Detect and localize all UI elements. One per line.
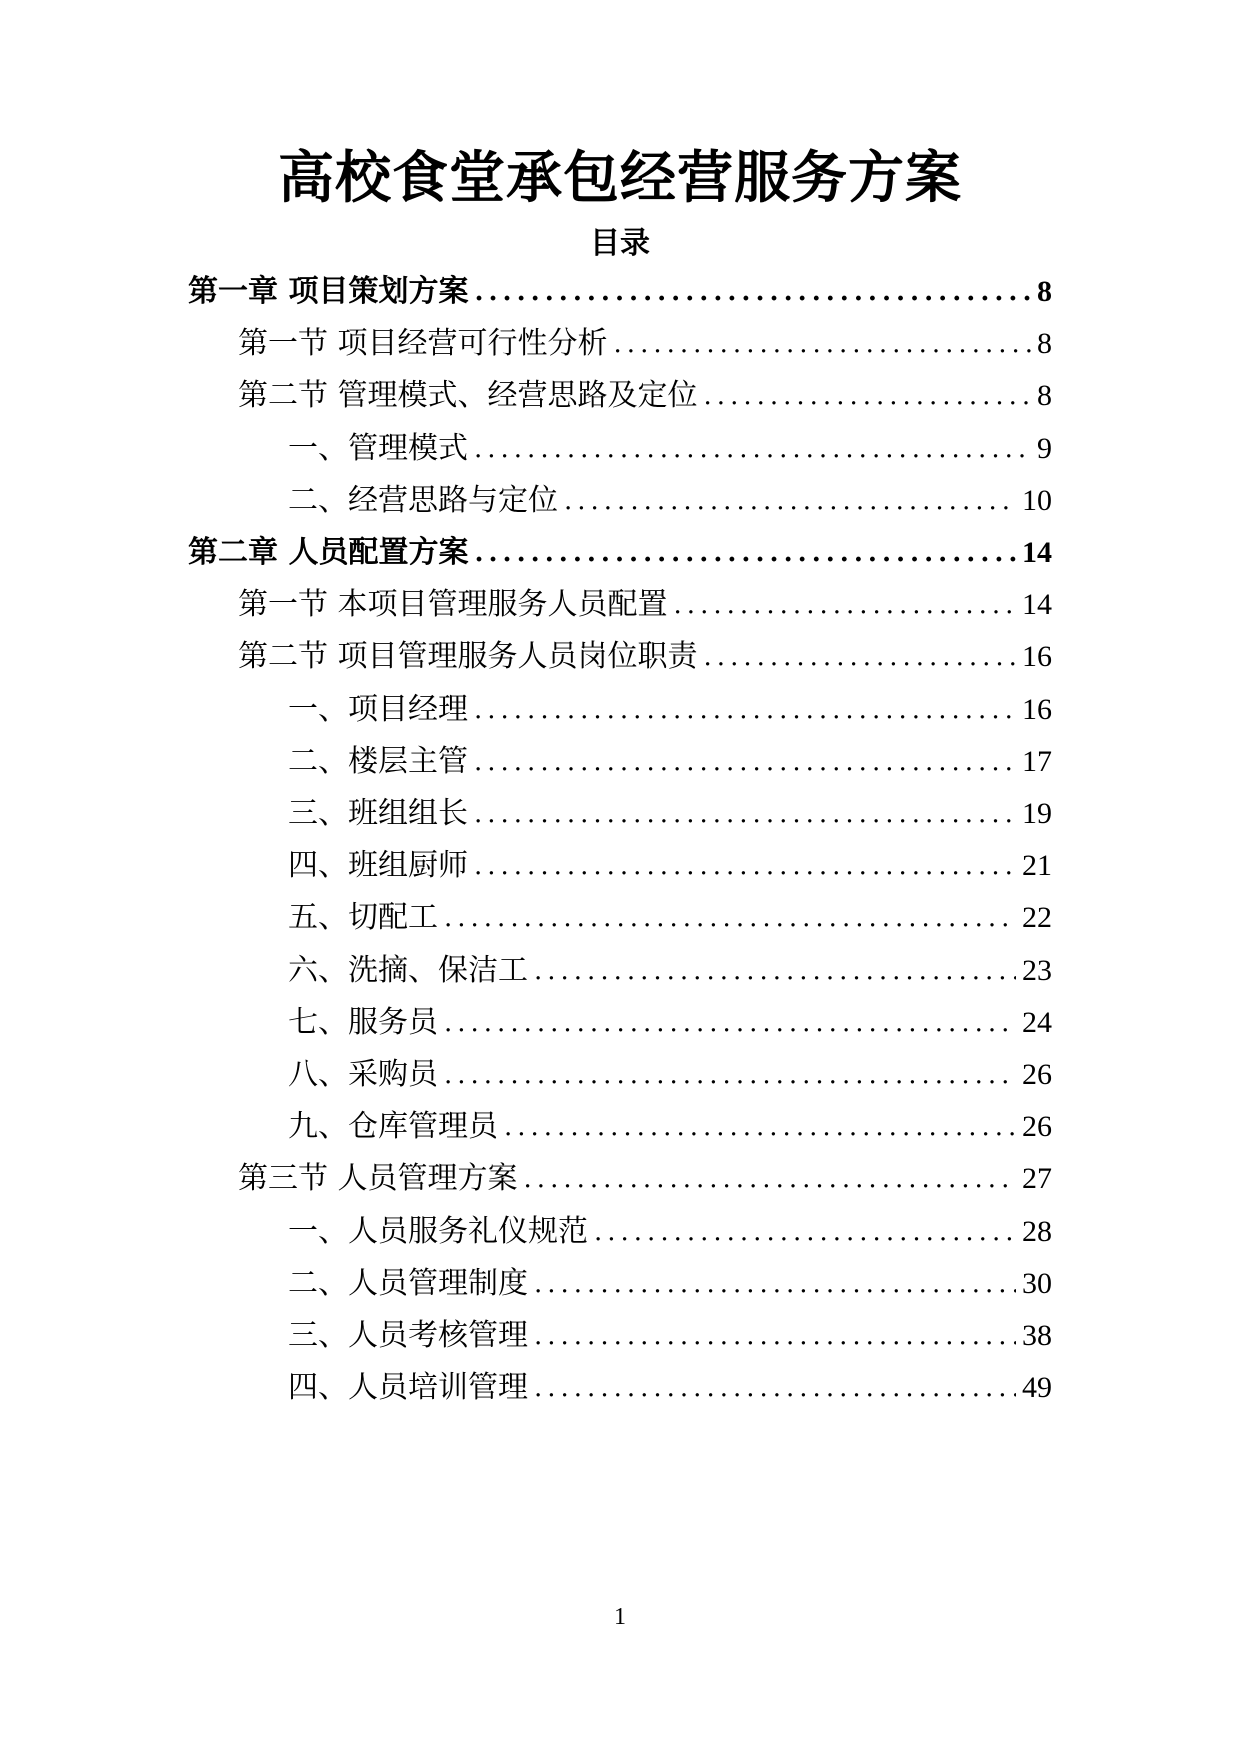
toc-entry[interactable] <box>288 947 1052 995</box>
toc-dot-leader <box>534 1260 1016 1308</box>
toc-entry-label: 一、管理模式 <box>288 430 468 466</box>
toc-entry[interactable] <box>288 738 1052 786</box>
toc-entry-label: 四、班组厨师 <box>288 848 468 884</box>
toc-entry[interactable] <box>288 1312 1052 1360</box>
toc-entry-label: 三、人员考核管理 <box>288 1318 528 1353</box>
toc-entry-page: 21 <box>1022 849 1052 883</box>
toc-entry-label: 六、洗摘、保洁工 <box>288 952 528 988</box>
toc-entry[interactable] <box>188 529 1052 577</box>
toc-entry-page: 26 <box>1022 1058 1052 1091</box>
toc-entry-label: 第一节 本项目管理服务人员配置 <box>238 587 668 623</box>
toc-dot-leader <box>594 1208 1016 1256</box>
toc-entry-page: 26 <box>1022 1110 1052 1144</box>
toc-entry[interactable] <box>288 842 1052 890</box>
toc-entry-label: 第二节 管理模式、经营思路及定位 <box>238 378 698 414</box>
toc-entry[interactable] <box>188 268 1052 316</box>
toc-dot-leader <box>674 581 1016 629</box>
toc-entry-label: 第三节 人员管理方案 <box>238 1161 518 1197</box>
document-title: 高校食堂承包经营服务方案 <box>278 145 962 211</box>
toc-dot-leader <box>704 372 1031 420</box>
toc-dot-leader <box>614 320 1031 368</box>
toc-dot-leader <box>474 425 1031 473</box>
toc-dot-leader <box>444 999 1016 1047</box>
toc-dot-leader <box>524 1155 1016 1203</box>
toc-entry-label: 九、仓库管理员 <box>288 1109 498 1145</box>
toc-entry[interactable] <box>238 633 1052 681</box>
toc-dot-leader <box>564 477 1016 525</box>
toc-entry-page: 38 <box>1022 1319 1052 1352</box>
toc-entry-label: 二、经营思路与定位 <box>288 482 558 518</box>
toc-entry[interactable] <box>238 1155 1052 1203</box>
toc-dot-leader <box>474 790 1016 838</box>
toc-entry-page: 49 <box>1022 1371 1052 1405</box>
toc-entry-page: 16 <box>1022 692 1052 726</box>
toc-entry-label: 七、服务员 <box>288 1004 438 1040</box>
toc-entry-page: 8 <box>1037 379 1052 413</box>
toc-entry-page: 22 <box>1022 901 1052 935</box>
toc-entry-label: 三、班组组长 <box>288 796 468 831</box>
toc-entry-label: 第二节 项目管理服务人员岗位职责 <box>238 639 698 675</box>
toc-dot-leader <box>444 1051 1016 1099</box>
toc-entry-label: 第一章 项目策划方案 <box>188 274 469 309</box>
toc-dot-leader <box>534 947 1016 995</box>
toc-entry-page: 8 <box>1037 327 1052 361</box>
toc-entry[interactable] <box>288 1364 1052 1412</box>
toc-entry[interactable] <box>288 1260 1052 1308</box>
toc-dot-leader <box>474 738 1016 786</box>
page-number: 1 <box>614 1604 626 1630</box>
toc-entry-page: 27 <box>1022 1162 1052 1196</box>
toc-entry-page: 30 <box>1022 1266 1052 1300</box>
toc-entry[interactable] <box>288 999 1052 1047</box>
toc-entry-label: 第一节 项目经营可行性分析 <box>238 326 608 362</box>
toc-entry-label: 四、人员培训管理 <box>288 1370 528 1406</box>
toc-entry[interactable] <box>288 1051 1052 1099</box>
toc-entry[interactable] <box>238 320 1052 368</box>
toc-dot-leader <box>474 842 1016 890</box>
toc-entry-page: 23 <box>1022 953 1052 987</box>
toc-entry-page: 24 <box>1022 1005 1052 1039</box>
toc-entry[interactable] <box>288 894 1052 942</box>
toc-dot-leader <box>534 1364 1016 1412</box>
toc-entry-page: 8 <box>1037 275 1052 308</box>
toc-entry[interactable] <box>238 372 1052 420</box>
toc-entry-label: 五、切配工 <box>288 900 438 936</box>
toc-entry-label: 二、人员管理制度 <box>288 1265 528 1301</box>
toc-entry-page: 19 <box>1022 797 1052 830</box>
toc-entry-label: 第二章 人员配置方案 <box>188 535 469 570</box>
toc-entry-page: 17 <box>1022 744 1052 778</box>
toc-dot-leader <box>534 1312 1016 1360</box>
toc-entry[interactable] <box>238 581 1052 629</box>
toc-entry-page: 16 <box>1022 640 1052 674</box>
toc-entry-label: 一、人员服务礼仪规范 <box>288 1213 588 1249</box>
toc-entry-page: 9 <box>1037 431 1052 465</box>
toc-entry-label: 二、楼层主管 <box>288 743 468 779</box>
toc-entry-page: 28 <box>1022 1214 1052 1248</box>
toc-dot-leader <box>444 894 1016 942</box>
toc-entry-page: 14 <box>1022 536 1052 569</box>
toc-entry-page: 10 <box>1022 483 1052 517</box>
toc-entry[interactable] <box>288 1103 1052 1151</box>
toc-entry-label: 一、项目经理 <box>288 691 468 727</box>
toc-entry[interactable] <box>288 425 1052 473</box>
toc-heading: 目录 <box>590 226 650 261</box>
toc-entry[interactable] <box>288 686 1052 734</box>
toc-dot-leader <box>474 529 1016 577</box>
toc-entry-label: 八、采购员 <box>288 1057 438 1092</box>
toc-dot-leader <box>474 686 1016 734</box>
toc-entry-page: 14 <box>1022 588 1052 622</box>
toc-entry[interactable] <box>288 477 1052 525</box>
toc-dot-leader <box>474 268 1031 316</box>
toc-entry[interactable] <box>288 790 1052 838</box>
toc-entry[interactable] <box>288 1208 1052 1256</box>
toc-dot-leader <box>504 1103 1016 1151</box>
toc-dot-leader <box>704 633 1016 681</box>
